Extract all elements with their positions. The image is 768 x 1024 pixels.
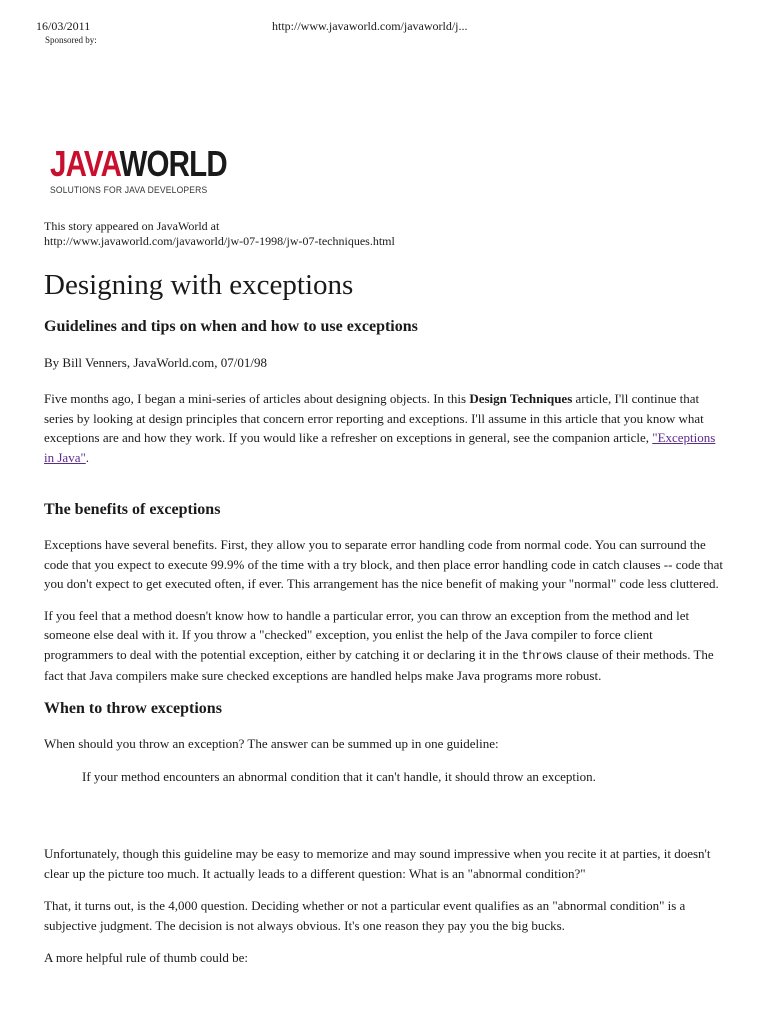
question-paragraph: That, it turns out, is the 4,000 question. Deciding whether or not a particular event qualifies as an "abnormal condition" is a subjective judgment. The decision is not always obvious. It's one reason they pay you the big bucks. xyxy=(44,898,686,933)
intro-text-3: . xyxy=(85,449,90,465)
article-content xyxy=(44,219,724,968)
logo-world: WORLD xyxy=(119,143,227,184)
story-source xyxy=(44,219,724,249)
article-subtitle: Guidelines and tips on when and how to use exceptions xyxy=(44,318,418,335)
logo-java: JAVA xyxy=(50,143,120,184)
intro-text-1: Five months ago, I began a mini-series of articles about designing objects. In this xyxy=(44,391,470,406)
logo-wordmark xyxy=(50,143,227,184)
exceptions-in-java-link[interactable]: "Exceptions in Java" xyxy=(44,430,716,465)
benefits-paragraph-2 xyxy=(44,606,724,686)
throws-code: throws xyxy=(521,649,564,663)
javaworld-logo[interactable] xyxy=(50,143,227,196)
story-source-url: http://www.javaworld.com/javaworld/jw-07-1998/jw-07-techniques.html xyxy=(44,234,395,248)
article-byline: By Bill Venners, JavaWorld.com, 07/01/98 xyxy=(44,355,267,370)
intro-paragraph xyxy=(44,389,724,467)
guideline-quote: If your method encounters an abnormal condition that it can't handle, it should throw an exception. xyxy=(82,769,596,784)
unfortunately-paragraph: Unfortunately, though this guideline may be easy to memorize and may sound impressive when you recite it at parties, it doesn't clear up the picture too much. It actually leads to a different question: What is an "abnormal condition?" xyxy=(44,846,711,881)
logo-tagline: SOLUTIONS FOR JAVA DEVELOPERS xyxy=(50,185,208,196)
sponsored-label: Sponsored by: xyxy=(45,35,97,45)
benefits-paragraph-1: Exceptions have several benefits. First, they allow you to separate error handling code from normal code. You can surround the code that you expect to execute 99.9% of the time with a try block, and then place error handling code in catch clauses -- code that you don't expect to get executed often, if ever. This arrangement has the nice benefit of making your "normal" code less cluttered. xyxy=(44,537,723,591)
benefits-text-1: If you feel that a method doesn't know how to handle a particular error, you can throw an exception from the method and let someone else deal with it. If you throw a "checked" exception, you enlist the help of the Java compiler to force client programmers to deal with the potential exception, either by catching it or declaring it in the xyxy=(44,607,690,662)
story-source-text: This story appeared on JavaWorld at xyxy=(44,219,220,233)
benefits-heading: The benefits of exceptions xyxy=(44,501,221,518)
print-url: http://www.javaworld.com/javaworld/j... xyxy=(272,19,468,33)
benefits-text-2: clause of their methods. The fact that Java compilers make sure checked exceptions are handled helps make Java programs more robust. xyxy=(44,646,714,683)
when-paragraph: When should you throw an exception? The answer can be summed up in one guideline: xyxy=(44,735,499,751)
intro-text-2: article, I'll continue that series by looking at design principles that concern error reporting and exceptions. I'll assume in this article that you know what exceptions are and how they work. If you would like a refresher on exceptions in general, see the companion article, xyxy=(44,391,704,445)
rule-of-thumb-paragraph: A more helpful rule of thumb could be: xyxy=(44,950,248,965)
intro-bold: Design Techniques xyxy=(469,391,573,406)
when-heading: When to throw exceptions xyxy=(44,699,222,717)
article-title: Designing with exceptions xyxy=(44,269,354,301)
print-date: 16/03/2011 xyxy=(36,19,91,33)
